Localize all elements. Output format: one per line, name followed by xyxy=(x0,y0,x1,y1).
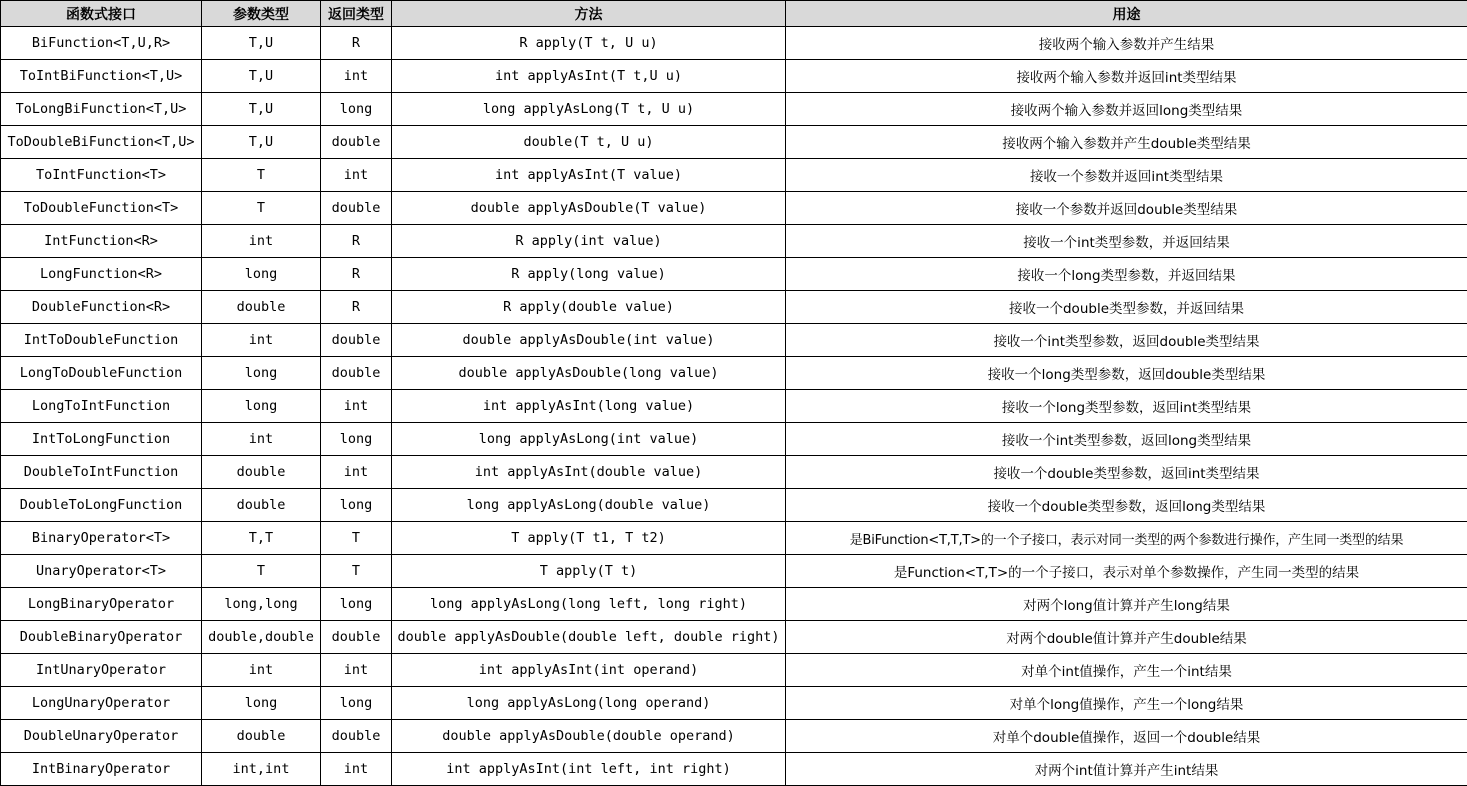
param-types-cell: int xyxy=(202,324,321,357)
param-types-cell: T,U xyxy=(202,27,321,60)
header-param-types: 参数类型 xyxy=(202,1,321,27)
table-row xyxy=(1,423,1467,456)
interface-cell: IntBinaryOperator xyxy=(1,753,202,786)
table-row xyxy=(1,555,1467,588)
table-row xyxy=(1,192,1467,225)
return-type-cell: long xyxy=(321,489,392,522)
table-row xyxy=(1,753,1467,786)
param-types-cell: long xyxy=(202,390,321,423)
interface-cell: DoubleUnaryOperator xyxy=(1,720,202,753)
param-types-cell: double xyxy=(202,489,321,522)
param-types-cell: int xyxy=(202,423,321,456)
purpose-cell: 接收一个double类型参数，并返回结果 xyxy=(786,291,1467,324)
interface-cell: ToIntBiFunction<T,U> xyxy=(1,60,202,93)
purpose-cell: 接收一个long类型参数，并返回结果 xyxy=(786,258,1467,291)
purpose-cell: 接收一个double类型参数，返回long类型结果 xyxy=(786,489,1467,522)
interface-cell: LongFunction<R> xyxy=(1,258,202,291)
table-row xyxy=(1,93,1467,126)
table-row xyxy=(1,456,1467,489)
table-row xyxy=(1,159,1467,192)
purpose-cell: 接收一个int类型参数，返回double类型结果 xyxy=(786,324,1467,357)
return-type-cell: double xyxy=(321,357,392,390)
return-type-cell: double xyxy=(321,324,392,357)
table-row xyxy=(1,324,1467,357)
param-types-cell: T xyxy=(202,159,321,192)
method-cell: double applyAsDouble(T value) xyxy=(392,192,786,225)
header-return-type: 返回类型 xyxy=(321,1,392,27)
method-cell: T apply(T t1, T t2) xyxy=(392,522,786,555)
table-row xyxy=(1,654,1467,687)
param-types-cell: double,double xyxy=(202,621,321,654)
purpose-cell: 是BiFunction<T,T,T>的一个子接口，表示对同一类型的两个参数进行操作，产生同一类型的结果 xyxy=(786,522,1467,555)
return-type-cell: int xyxy=(321,159,392,192)
return-type-cell: int xyxy=(321,456,392,489)
purpose-cell: 接收一个参数并返回double类型结果 xyxy=(786,192,1467,225)
table-row xyxy=(1,126,1467,159)
method-cell: int applyAsInt(long value) xyxy=(392,390,786,423)
method-cell: R apply(long value) xyxy=(392,258,786,291)
interface-cell: ToLongBiFunction<T,U> xyxy=(1,93,202,126)
table-row xyxy=(1,60,1467,93)
table-row xyxy=(1,291,1467,324)
return-type-cell: double xyxy=(321,621,392,654)
method-cell: R apply(double value) xyxy=(392,291,786,324)
return-type-cell: R xyxy=(321,27,392,60)
interface-cell: DoubleToLongFunction xyxy=(1,489,202,522)
return-type-cell: double xyxy=(321,192,392,225)
method-cell: R apply(T t, U u) xyxy=(392,27,786,60)
method-cell: long applyAsLong(T t, U u) xyxy=(392,93,786,126)
table-row xyxy=(1,489,1467,522)
method-cell: long applyAsLong(long operand) xyxy=(392,687,786,720)
param-types-cell: int xyxy=(202,654,321,687)
purpose-cell: 接收一个int类型参数，返回long类型结果 xyxy=(786,423,1467,456)
table-row xyxy=(1,687,1467,720)
return-type-cell: T xyxy=(321,522,392,555)
method-cell: int applyAsInt(int left, int right) xyxy=(392,753,786,786)
table-row xyxy=(1,621,1467,654)
method-cell: R apply(int value) xyxy=(392,225,786,258)
purpose-cell: 对两个double值计算并产生double结果 xyxy=(786,621,1467,654)
table-row xyxy=(1,357,1467,390)
purpose-cell: 接收两个输入参数并返回long类型结果 xyxy=(786,93,1467,126)
param-types-cell: long xyxy=(202,258,321,291)
interface-cell: ToDoubleFunction<T> xyxy=(1,192,202,225)
table-row xyxy=(1,27,1467,60)
param-types-cell: T,U xyxy=(202,93,321,126)
param-types-cell: double xyxy=(202,720,321,753)
interface-cell: DoubleBinaryOperator xyxy=(1,621,202,654)
param-types-cell: double xyxy=(202,291,321,324)
return-type-cell: int xyxy=(321,654,392,687)
return-type-cell: long xyxy=(321,423,392,456)
return-type-cell: R xyxy=(321,291,392,324)
table-body xyxy=(1,27,1467,786)
return-type-cell: int xyxy=(321,390,392,423)
purpose-cell: 接收一个int类型参数，并返回结果 xyxy=(786,225,1467,258)
interface-cell: UnaryOperator<T> xyxy=(1,555,202,588)
return-type-cell: long xyxy=(321,687,392,720)
interface-cell: LongUnaryOperator xyxy=(1,687,202,720)
interface-cell: IntFunction<R> xyxy=(1,225,202,258)
purpose-cell: 接收两个输入参数并产生结果 xyxy=(786,27,1467,60)
param-types-cell: T xyxy=(202,555,321,588)
method-cell: T apply(T t) xyxy=(392,555,786,588)
interface-cell: IntToDoubleFunction xyxy=(1,324,202,357)
interface-cell: IntUnaryOperator xyxy=(1,654,202,687)
method-cell: int applyAsInt(int operand) xyxy=(392,654,786,687)
purpose-cell: 接收两个输入参数并产生double类型结果 xyxy=(786,126,1467,159)
method-cell: double applyAsDouble(double operand) xyxy=(392,720,786,753)
purpose-cell: 是Function<T,T>的一个子接口，表示对单个参数操作，产生同一类型的结果 xyxy=(786,555,1467,588)
header-method: 方法 xyxy=(392,1,786,27)
return-type-cell: R xyxy=(321,225,392,258)
purpose-cell: 对单个int值操作，产生一个int结果 xyxy=(786,654,1467,687)
interface-cell: ToIntFunction<T> xyxy=(1,159,202,192)
param-types-cell: long xyxy=(202,357,321,390)
return-type-cell: double xyxy=(321,126,392,159)
method-cell: long applyAsLong(double value) xyxy=(392,489,786,522)
table-row xyxy=(1,588,1467,621)
interface-cell: IntToLongFunction xyxy=(1,423,202,456)
purpose-cell: 接收一个double类型参数，返回int类型结果 xyxy=(786,456,1467,489)
param-types-cell: T,T xyxy=(202,522,321,555)
purpose-cell: 接收两个输入参数并返回int类型结果 xyxy=(786,60,1467,93)
return-type-cell: int xyxy=(321,60,392,93)
table-row xyxy=(1,522,1467,555)
method-cell: double applyAsDouble(double left, double right) xyxy=(392,621,786,654)
return-type-cell: double xyxy=(321,720,392,753)
purpose-cell: 接收一个long类型参数，返回double类型结果 xyxy=(786,357,1467,390)
interface-cell: LongBinaryOperator xyxy=(1,588,202,621)
header-purpose: 用途 xyxy=(786,1,1467,27)
purpose-cell: 接收一个参数并返回int类型结果 xyxy=(786,159,1467,192)
interface-cell: LongToIntFunction xyxy=(1,390,202,423)
param-types-cell: double xyxy=(202,456,321,489)
table-header-row xyxy=(1,1,1467,27)
method-cell: double(T t, U u) xyxy=(392,126,786,159)
param-types-cell: T,U xyxy=(202,60,321,93)
method-cell: int applyAsInt(T value) xyxy=(392,159,786,192)
param-types-cell: T xyxy=(202,192,321,225)
interface-cell: ToDoubleBiFunction<T,U> xyxy=(1,126,202,159)
return-type-cell: int xyxy=(321,753,392,786)
param-types-cell: int xyxy=(202,225,321,258)
method-cell: double applyAsDouble(int value) xyxy=(392,324,786,357)
method-cell: int applyAsInt(T t,U u) xyxy=(392,60,786,93)
interface-cell: BinaryOperator<T> xyxy=(1,522,202,555)
param-types-cell: int,int xyxy=(202,753,321,786)
interface-cell: LongToDoubleFunction xyxy=(1,357,202,390)
table-row xyxy=(1,225,1467,258)
table-row xyxy=(1,720,1467,753)
interface-cell: DoubleToIntFunction xyxy=(1,456,202,489)
purpose-cell: 接收一个long类型参数，返回int类型结果 xyxy=(786,390,1467,423)
purpose-cell: 对单个double值操作，返回一个double结果 xyxy=(786,720,1467,753)
interface-cell: DoubleFunction<R> xyxy=(1,291,202,324)
purpose-cell: 对单个long值操作，产生一个long结果 xyxy=(786,687,1467,720)
return-type-cell: long xyxy=(321,93,392,126)
method-cell: int applyAsInt(double value) xyxy=(392,456,786,489)
param-types-cell: long,long xyxy=(202,588,321,621)
method-cell: double applyAsDouble(long value) xyxy=(392,357,786,390)
param-types-cell: long xyxy=(202,687,321,720)
table-row xyxy=(1,258,1467,291)
method-cell: long applyAsLong(int value) xyxy=(392,423,786,456)
param-types-cell: T,U xyxy=(202,126,321,159)
method-cell: long applyAsLong(long left, long right) xyxy=(392,588,786,621)
table-row xyxy=(1,390,1467,423)
interface-cell: BiFunction<T,U,R> xyxy=(1,27,202,60)
return-type-cell: long xyxy=(321,588,392,621)
purpose-cell: 对两个long值计算并产生long结果 xyxy=(786,588,1467,621)
header-interface: 函数式接口 xyxy=(1,1,202,27)
purpose-cell: 对两个int值计算并产生int结果 xyxy=(786,753,1467,786)
return-type-cell: R xyxy=(321,258,392,291)
return-type-cell: T xyxy=(321,555,392,588)
